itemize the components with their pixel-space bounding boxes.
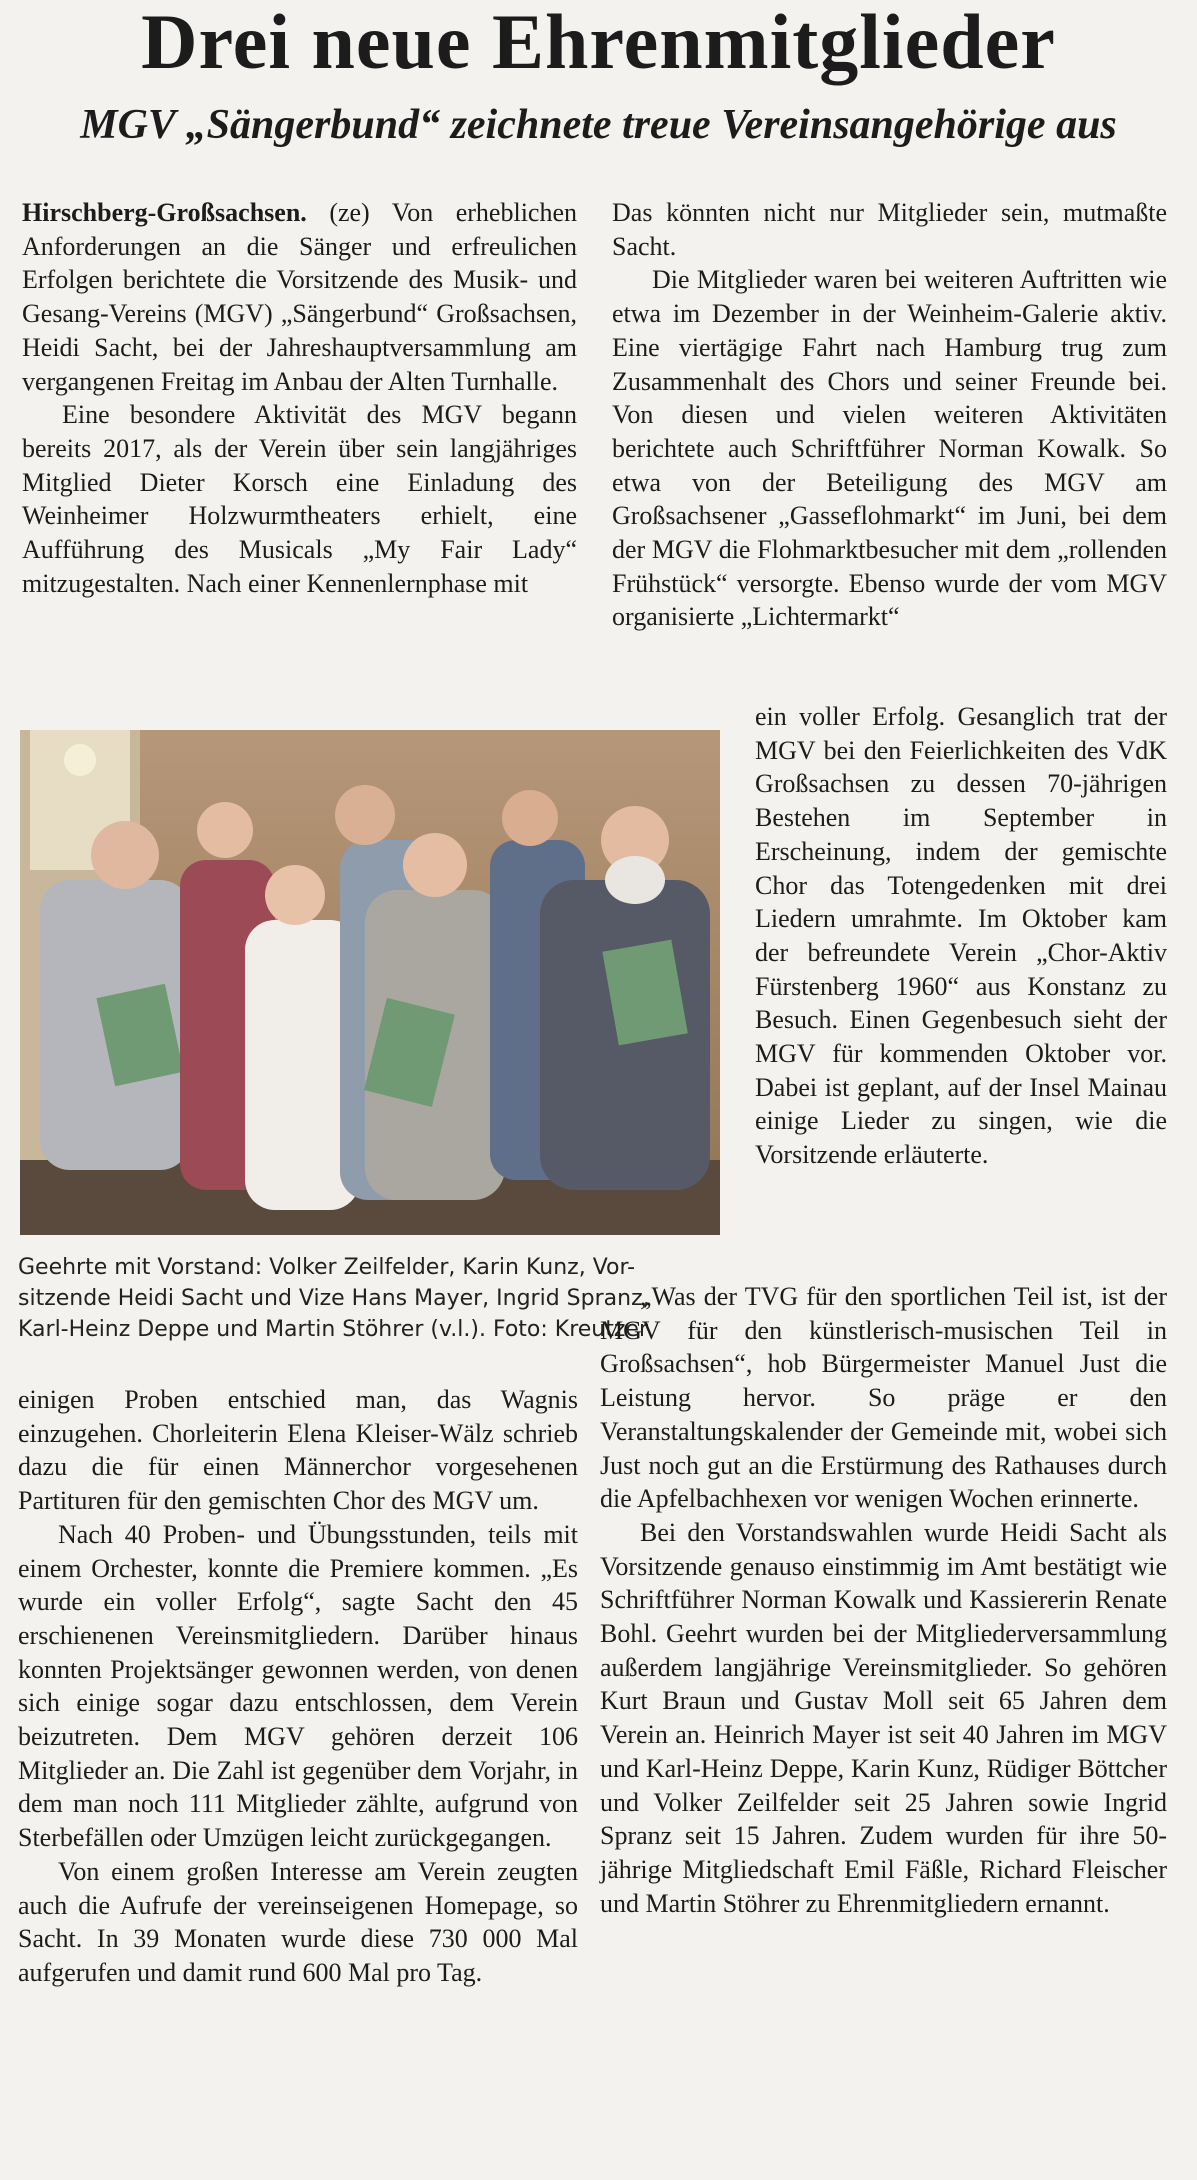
subheadline: MGV „Sängerbund“ zeichnete treue Vereinsangehörige aus [80,102,1117,148]
group-photo [20,730,720,1235]
article-paragraph: Eine besondere Aktivität des MGV begann bereits 2017, als der Verein über sein langjähriges Mitglied Dieter Korsch eine Einladung des Weinheimer Holzwurmtheaters erhielt, eine Aufführung des Musicals „My Fair Lady“ mitzugestalten. Nach einer Kennenlernphase mit [22,400,577,598]
article-paragraph: Die Mitglieder waren bei weiteren Auftritten wie etwa im Dezember in der Weinheim-Galerie aktiv. Eine viertägige Fahrt nach Hamburg trug zum Zusammenhalt des Chors und seiner Freunde bei. Von diesen und vielen weiteren Aktivitäten berichtete auch Schriftführer Norman Kowalk. So etwa von der Beteiligung des MGV am Großsachsener „Gasseflohmarkt“ im Juni, bei dem der MGV die Flohmarktbesucher mit dem „rollenden Frühstück“ versorgte. Ebenso wurde der vom MGV organisierte „Lichtermarkt“ [612,265,1167,632]
group-photo-illustration [20,730,720,1235]
article-paragraph: Das könnten nicht nur Mitglieder sein, mutmaßte Sacht. [612,198,1167,261]
article-paragraph [22,196,577,398]
article-column-right-top [612,196,1167,634]
article-paragraph: Von einem großen Interesse am Verein zeugten auch die Aufrufe der vereinseigenen Homepage, so Sacht. In 39 Monaten wurde diese 730 000 Mal aufgerufen und damit rund 600 Mal pro Tag. [18,1856,578,1987]
article-paragraph: „Was der TVG für den sportlichen Teil ist, ist der MGV für den künstlerisch-musischen Teil in Großsachsen“, hob Bürgermeister Manuel Just die Leistung hervor. So präge er den Veranstaltungskalender der Gemeinde mit, wobei sich Just noch gut an die Erstürmung des Rathauses durch die Apfelbachhexen vor wenigen Wochen erinnerte. [600,1282,1167,1514]
article-paragraph: Nach 40 Proben- und Übungsstunden, teils mit einem Orchester, konnte die Premiere kommen. „Es wurde ein voller Erfolg“, sagte Sacht den 45 erschienenen Vereinsmitgliedern. Darüber hinaus konnten Projektsänger gewonnen werden, von denen sich einige sogar dazu entschlossen, dem Verein beizutreten. Dem MGV gehören derzeit 106 Mitglieder an. Die Zahl ist gegenüber dem Vorjahr, in dem man noch 111 Mitglieder zählte, aufgrund von Sterbefällen oder Umzügen leicht zurückgegangen. [18,1519,578,1853]
article-column-left-bottom [18,1383,578,1990]
caption-line: Karl-Heinz Deppe und Martin Stöhrer (v.l.). Foto: Kreutzer [18,1317,648,1342]
article-paragraph: einigen Proben entschied man, das Wagnis einzugehen. Chorleiterin Elena Kleiser-Wälz schrieb dazu die für einen Männerchor vorgesehenen Partituren für den gemischten Chor des MGV um. [18,1385,578,1516]
article-column-left-top [22,196,577,600]
article-paragraph: Bei den Vorstandswahlen wurde Heidi Sacht als Vorsitzende genauso einstimmig im Amt bestätigt wie Schriftführer Norman Kowalk und Kassiererin Renate Bohl. Geehrt wurden bei der Mitgliederversammlung außerdem langjährige Vereinsmitglieder. So gehören Kurt Braun und Gustav Moll seit 65 Jahren dem Verein an. Heinrich Mayer ist seit 40 Jahren im MGV und Karl-Heinz Deppe, Karin Kunz, Rüdiger Böttcher und Volker Zeilfelder seit 25 Jahren sowie Ingrid Spranz seit 15 Jahren. Zudem wurden für ihre 50-jährige Mitgliedschaft Emil Fäßle, Richard Fleischer und Martin Stöhrer zu Ehrenmitgliedern ernannt. [600,1517,1167,1918]
article-column-right-narrow [755,700,1167,1172]
article-paragraph: ein voller Erfolg. Gesanglich trat der MGV bei den Feierlichkeiten des VdK Großsachsen zu dessen 70-jährigen Bestehen im September in Erscheinung, indem der gemischte Chor das Totengedenken mit drei Liedern umrahmte. Im Oktober kam der befreundete Verein „Chor-Aktiv Fürstenberg 1960“ aus Konstanz zu Besuch. Einen Gegenbesuch sieht der MGV für kommenden Oktober vor. Dabei ist geplant, auf der Insel Mainau einige Lieder zu singen, wie die Vorsitzende erläuterte. [755,702,1167,1170]
dateline: Hirschberg-Großsachsen. [22,198,307,227]
caption-line: sitzende Heidi Sacht und Vize Hans Mayer, Ingrid Spranz, [18,1286,650,1311]
article-column-right-bottom [600,1280,1167,1920]
headline: Drei neue Ehrenmitglieder [141,0,1056,85]
paragraph-text: (ze) Von erheblichen Anforderungen an die Sänger und erfreulichen Erfolgen berichtete die Vorsitzende des Musik- und Gesang-Vereins (MGV) „Sängerbund“ Großsachsen, Heidi Sacht, bei der Jahreshauptversammlung am vergangenen Freitag im Anbau der Alten Turnhalle. [22,198,577,396]
photo-lamp [64,744,96,776]
caption-line: Geehrte mit Vorstand: Volker Zeilfelder, Karin Kunz, Vor- [18,1255,636,1280]
